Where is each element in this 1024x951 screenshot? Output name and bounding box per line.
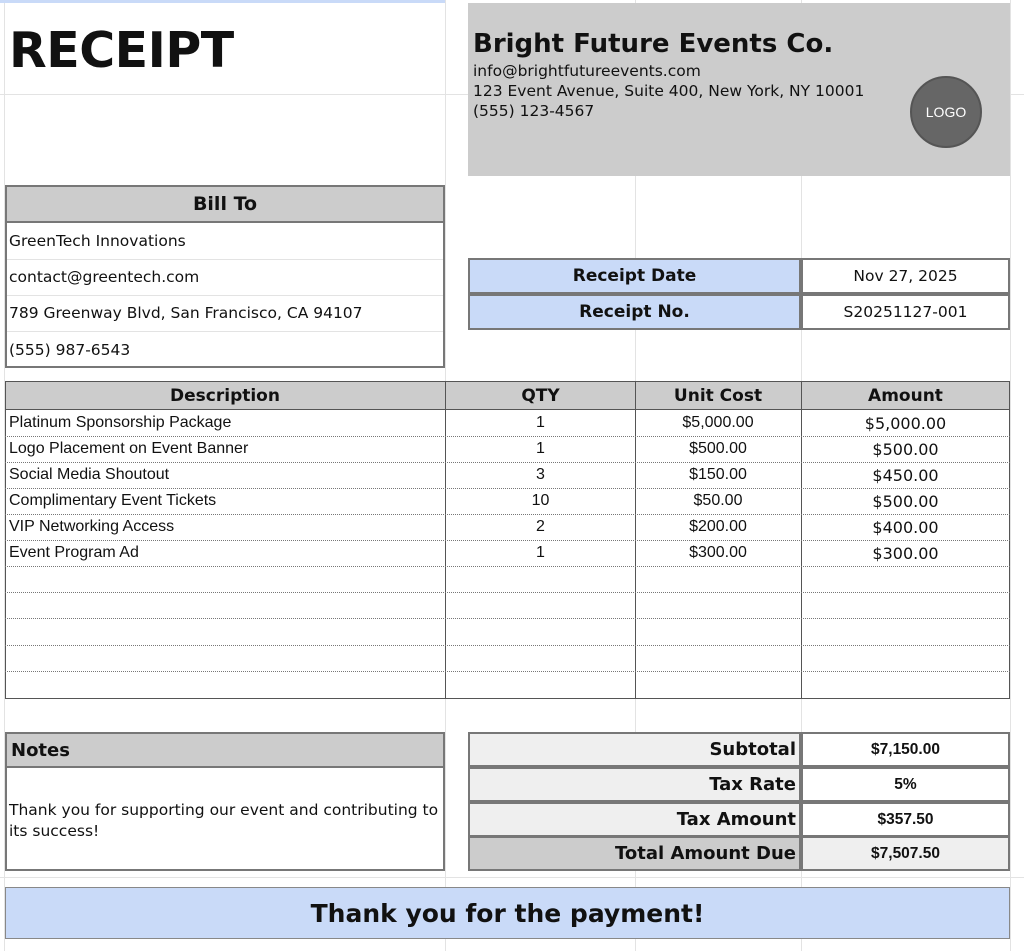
- tax-rate-value: 5%: [801, 767, 1010, 802]
- receipt-title: RECEIPT: [9, 22, 234, 79]
- item-qty: 1: [536, 414, 545, 431]
- item-unit-cost: $300.00: [689, 544, 747, 561]
- receipt-number-value: S20251127-001: [801, 294, 1010, 330]
- item-description: Platinum Sponsorship Package: [9, 414, 232, 431]
- row-divider: [5, 645, 1010, 646]
- row-divider: [5, 618, 1010, 619]
- tax-amount-value: $357.50: [801, 802, 1010, 837]
- item-qty: 2: [536, 518, 545, 535]
- item-qty: 1: [536, 544, 545, 561]
- total-due-value: $7,507.50: [801, 836, 1010, 871]
- item-amount: $500.00: [872, 491, 939, 511]
- company-email: info@brightfutureevents.com: [473, 62, 701, 80]
- item-unit-cost: $5,000.00: [682, 414, 754, 431]
- tax-rate-label: Tax Rate: [468, 767, 801, 802]
- item-amount: $450.00: [872, 465, 939, 485]
- subtotal-label: Subtotal: [468, 732, 801, 767]
- company-phone: (555) 123-4567: [473, 102, 595, 120]
- divider: [7, 331, 443, 332]
- logo-placeholder: LOGO: [910, 76, 982, 148]
- receipt-date-label: Receipt Date: [468, 258, 801, 294]
- column-header-amount: Amount: [868, 385, 943, 406]
- company-name: Bright Future Events Co.: [473, 29, 834, 59]
- divider: [7, 259, 443, 260]
- receipt-number-label: Receipt No.: [468, 294, 801, 330]
- bill-to-address: 789 Greenway Blvd, San Francisco, CA 94107: [9, 304, 363, 322]
- row-divider: [5, 566, 1010, 567]
- subtotal-value: $7,150.00: [801, 732, 1010, 767]
- thank-you-banner: Thank you for the payment!: [5, 887, 1010, 939]
- receipt-date-value: Nov 27, 2025: [801, 258, 1010, 294]
- item-unit-cost: $150.00: [689, 466, 747, 483]
- item-description: Event Program Ad: [9, 544, 139, 561]
- row-divider: [5, 671, 1010, 672]
- bill-to-phone: (555) 987-6543: [9, 341, 131, 359]
- item-unit-cost: $500.00: [689, 440, 747, 457]
- item-qty: 3: [536, 466, 545, 483]
- column-header-unit-cost: Unit Cost: [673, 385, 763, 406]
- item-unit-cost: $200.00: [689, 518, 747, 535]
- notes-text: Thank you for supporting our event and contributing to its success!: [9, 801, 439, 840]
- gridline: [1010, 0, 1011, 951]
- item-amount: $5,000.00: [864, 413, 947, 433]
- column-header-qty: QTY: [521, 385, 560, 406]
- item-qty: 10: [531, 492, 550, 509]
- divider: [7, 295, 443, 296]
- item-amount: $300.00: [872, 543, 939, 563]
- bill-to-email: contact@greentech.com: [9, 268, 200, 286]
- selection-accent: [0, 0, 445, 3]
- bill-to-name: GreenTech Innovations: [9, 232, 186, 250]
- item-description: Logo Placement on Event Banner: [9, 440, 249, 457]
- item-unit-cost: $50.00: [693, 492, 743, 509]
- company-address: 123 Event Avenue, Suite 400, New York, NY 10001: [473, 82, 865, 100]
- item-qty: 1: [536, 440, 545, 457]
- item-description: Complimentary Event Tickets: [9, 492, 217, 509]
- gridline: [0, 877, 1024, 878]
- total-due-label: Total Amount Due: [468, 836, 801, 871]
- bill-to-heading: Bill To: [5, 185, 445, 223]
- notes-heading: Notes: [5, 732, 445, 768]
- column-header-description: Description: [170, 385, 280, 406]
- tax-amount-label: Tax Amount: [468, 802, 801, 837]
- row-divider: [5, 592, 1010, 593]
- item-description: VIP Networking Access: [9, 518, 175, 535]
- item-amount: $500.00: [872, 439, 939, 459]
- item-amount: $400.00: [872, 517, 939, 537]
- item-description: Social Media Shoutout: [9, 466, 170, 483]
